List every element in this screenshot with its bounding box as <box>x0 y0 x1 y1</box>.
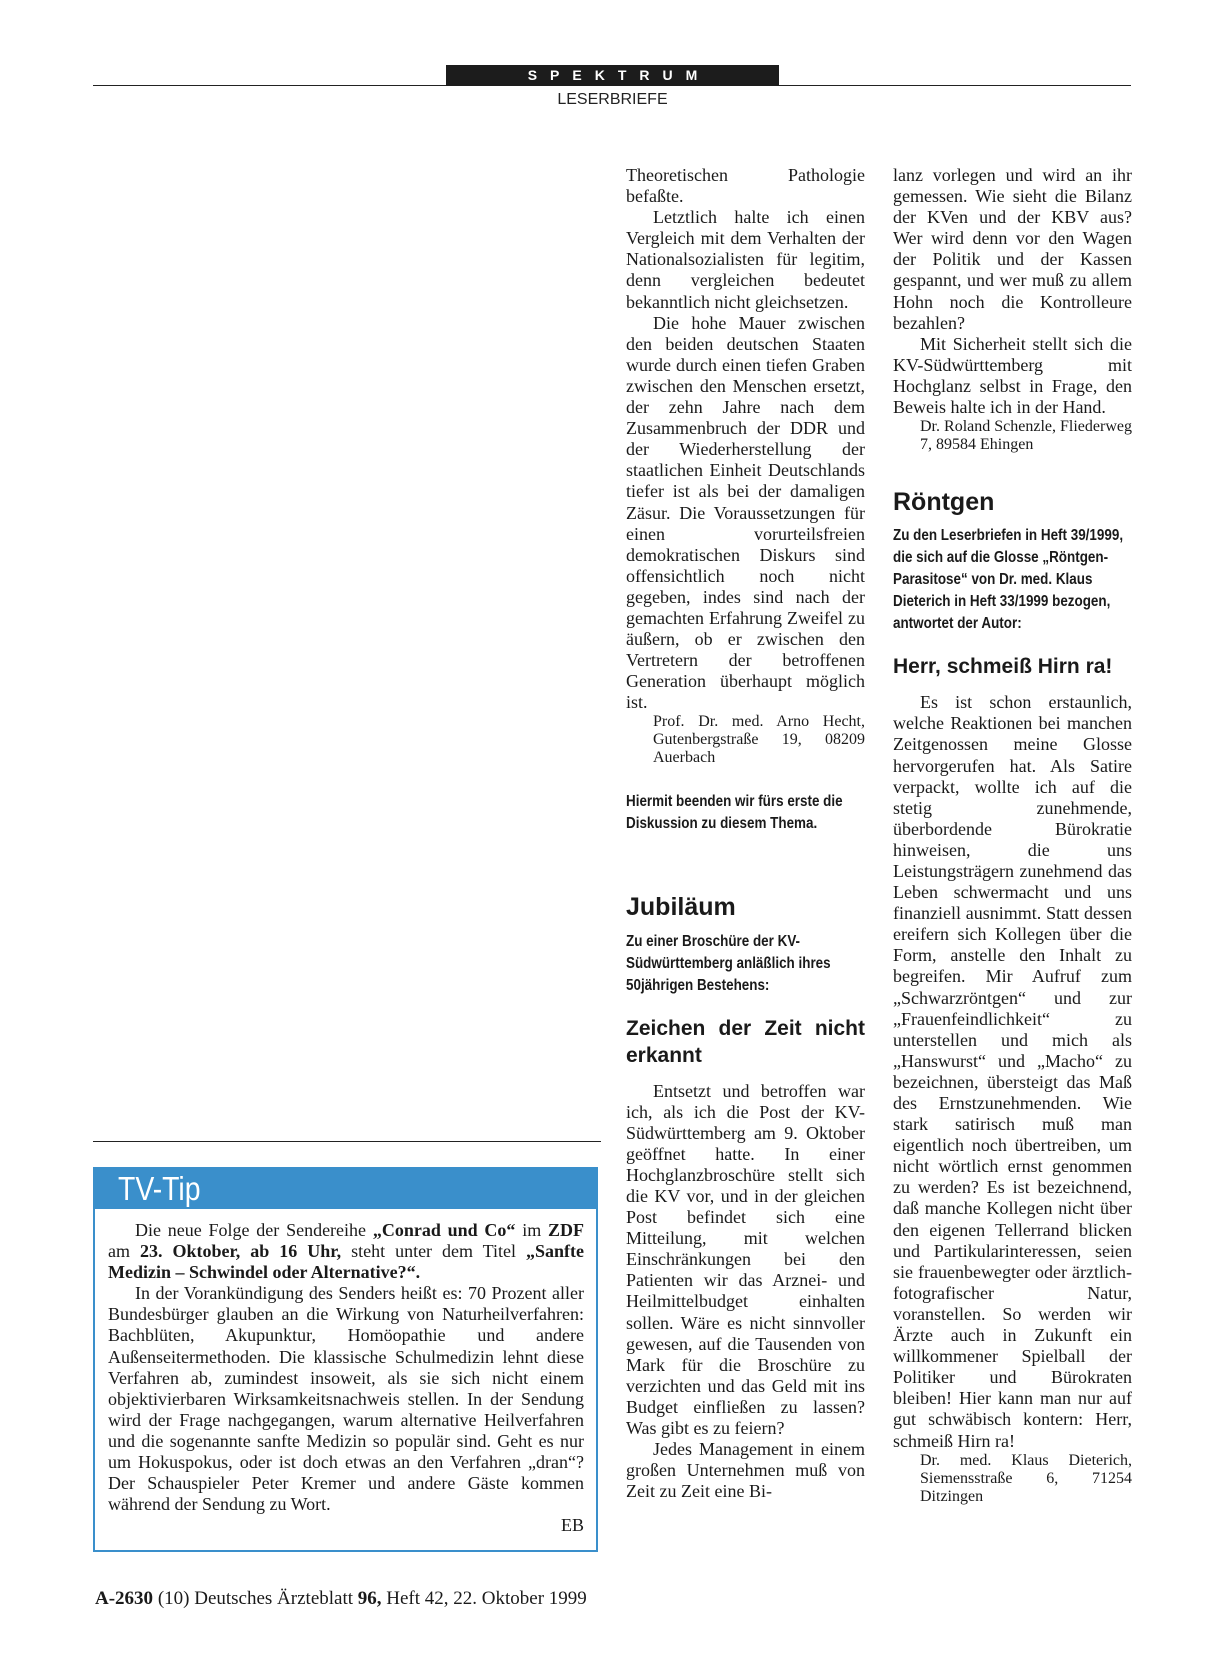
paragraph: Die hohe Mauer zwischen den beiden deutschen Staaten wurde durch einen tiefen Graben zwischen den Menschen ersetzt, der zehn Jahre nach dem Zusammenbruch der DDR und der Wiederherstellung der staatlichen Einheit Deutschlands tiefer ist als bei der damaligen Zäsur. Die Voraussetzungen für einen vorurteilsfreien demokratischen Diskurs sind offensichtlich noch nicht gegeben, indes sind nach der gemachten Erfahrung Zweifel zu äußern, ob er zwischen den Vertretern der betroffenen Generation überhaupt möglich ist. <box>626 312 865 713</box>
paragraph: lanz vorlegen und wird an ihr gemessen. Wie sieht die Bilanz der KVen und der KBV aus? Wer wird denn vor den Wagen der Politik und der Kassen gespannt, und wer muß zu allem Hohn noch die Kontrolleure bezahlen? <box>893 165 1132 333</box>
column-middle <box>626 165 865 1502</box>
tv-tip-body <box>108 1220 584 1536</box>
paragraph: Es ist schon erstaunlich, welche Reaktionen bei manchen Zeitgenossen meine Glosse hervorgerufen hat. Als Satire verpackt, wollte ich auf die stetig zunehmende, überbordende Bürokratie hinweisen, die uns Leistungsträgern zunehmend das Leben schwermacht und uns finanziell ausnimmt. Statt dessen ereifern sich Kollegen über die Form, anstelle den Inhalt zu begreifen. Mir Aufruf zum „Schwarzröntgen“ und zur „Frauenfeindlichkeit“ zu unterstellen und mich als „Hanswurst“ und „Macho“ zu bezeichnen, übersteigt das Maß des Ernstzunehmenden. Wie stark satirisch muß man eigentlich noch übertreiben, um nicht wörtlich ernst genommen zu werden? Es ist bezeichnend, daß manche Kollegen nicht über den eigenen Tellerrand blicken und Partikularinteressen, seien sie frauenbewegter oder ärztlich-fotografischer Natur, voranstellen. So werden wir Ärzte auch in Zukunft ein willkommener Spielball der Politiker und Bürokraten bleiben! Hier kann man nur auf gut schwäbisch kontern: Herr, schmeiß Hirn ra! <box>893 692 1132 1451</box>
show-name: „Conrad und Co“ <box>372 1220 516 1240</box>
column-right <box>893 165 1132 1506</box>
letter-intro: Zu einer Broschüre der KV-Südwürttemberg anläßlich ihres 50jährigen Bestehens: <box>626 932 831 994</box>
paragraph: Jedes Management in einem großen Unternehmen muß von Zeit zu Zeit eine Bi- <box>626 1439 865 1502</box>
paragraph <box>108 1220 584 1283</box>
letter-signature: Dr. med. Klaus Dieterich, Siemensstraße 6, 71254 Ditzingen <box>920 1451 1132 1505</box>
text: im <box>515 1220 548 1240</box>
text: steht unter dem Titel <box>341 1241 527 1262</box>
text: Die neue Folge der Sendereihe <box>135 1220 373 1240</box>
letter-headline: Herr, schmeiß Hirn ra! <box>893 655 1113 679</box>
text: am <box>108 1241 140 1262</box>
subsection-label: LESERBRIEFE <box>557 91 668 108</box>
paragraph: Entsetzt und betroffen war ich, als ich die Post der KV-Südwürttemberg am 9. Oktober geöffnet hatte. In einer Hochglanzbroschüre stellt sich die KV vor, und in der gleichen Post befindet sich eine Mitteilung, mit welchen Einschränkungen bei den Patienten wir das Arznei- und Heilmittelbudget einhalten sollen. Wäre es nicht sinnvoller gewesen, auf die Tausenden von Mark für die Broschüre zu verzichten und das Geld mit ins Budget einfließen zu lassen? Was gibt es zu feiern? <box>626 1080 865 1439</box>
tv-tip-title: TV-Tip <box>118 1170 201 1207</box>
letter-intro: Zu den Leserbriefen in Heft 39/1999, die sich auf die Glosse „Röntgen-Parasitose“ von Dr. med. Klaus Dieterich in Heft 33/1999 bezogen, antwortet der Autor: <box>893 527 1124 633</box>
tv-tip-sign-row <box>108 1515 584 1536</box>
letter-signature: Prof. Dr. med. Arno Hecht, Gutenbergstraße 19, 08209 Auerbach <box>653 713 865 767</box>
section-label: SPEKTRUM <box>446 65 779 86</box>
section-heading: Röntgen <box>893 488 995 517</box>
section-heading: Jubiläum <box>626 893 736 922</box>
channel: ZDF <box>548 1220 584 1240</box>
page-number: A-2630 <box>95 1588 154 1609</box>
paragraph: Letztlich halte ich einen Vergleich mit dem Verhalten der Nationalsozialisten für legitim, denn vergleichen bedeutet bekanntlich nicht gleichsetzen. <box>626 207 865 312</box>
letter-headline: Zeichen der Zeit nicht erkannt <box>626 1016 865 1067</box>
paragraph: In der Vorankündigung des Senders heißt es: 70 Prozent aller Bundesbürger glauben an die Wirkung von Naturheilverfahren: Bachblüten, Akupunktur, Homöopathie und andere Außenseitermethoden. Die klassische Schulmedizin lehnt diese Verfahren ab, zumindest insoweit, als sie sich nicht einem objektivierbaren Wirksamkeitsnachweis stellen. In der Sendung wird der Frage nachgegangen, warum alternative Heilverfahren und die sogenannte sanfte Medizin so populär sind. Geht es nur um Hokuspokus, oder ist doch etwas an den Verfahren „dran“? Der Schauspieler Peter Kremer und andere Gäste kommen während der Sendung zu Wort. <box>108 1283 584 1515</box>
journal-name: (10) Deutsches Ärzteblatt <box>153 1588 358 1609</box>
episode-title: „Sanfte Medizin – Schwindel oder Alternative?“. <box>108 1241 585 1283</box>
page-footer <box>95 1588 587 1610</box>
letter-signature: Dr. Roland Schenzle, Fliederweg 7, 89584 Ehingen <box>920 418 1132 454</box>
tv-box-rule <box>93 1141 601 1142</box>
air-date: 23. Oktober, ab 16 Uhr, <box>139 1241 342 1262</box>
issue-date: Heft 42, 22. Oktober 1999 <box>381 1588 587 1609</box>
paragraph: Mit Sicherheit stellt sich die KV-Südwürttemberg mit Hochglanz selbst in Frage, den Beweis halte ich in der Hand. <box>893 333 1132 418</box>
volume: 96, <box>357 1588 382 1609</box>
author-initials: EB <box>560 1515 584 1536</box>
paragraph: Theoretischen Pathologie befaßte. <box>626 165 865 207</box>
editorial-note: Hiermit beenden wir fürs erste die Diskussion zu diesem Thema. <box>626 793 843 833</box>
